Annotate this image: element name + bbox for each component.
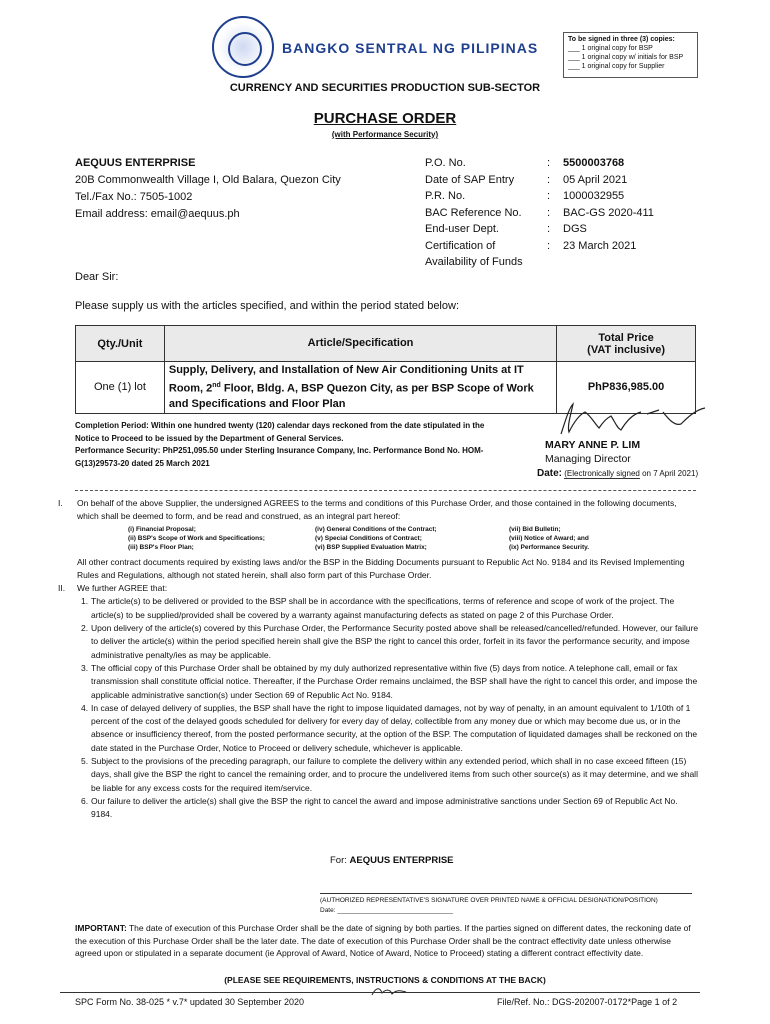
term-text: We further AGREE that:	[77, 583, 168, 594]
meta-colon: :	[547, 239, 551, 252]
supplier-tel: Tel./Fax No.: 7505-1002	[75, 191, 193, 203]
header-total-label: Total Price	[598, 331, 654, 344]
completion-block	[75, 420, 485, 470]
copies-item: ___ 1 original copy for BSP	[568, 45, 653, 52]
item-text: In case of delayed delivery of supplies, the BSP shall have the right to impose liquidated damages, not by way of penalty, in an amount equivalent to 1/10th of 1 percent of the cost of the delayed goods scheduled for delivery for every day of delay, collectible from any money due or which may become due us, or in the absence or insufficiency thereof, from the posted performance security, at the option of the BSP. The computation of liquidated damages shall be reckoned on the date stated in the Purchase Order, Notice to Proceed or delivery schedule, whichever is applicable.	[91, 702, 698, 753]
page-title: PURCHASE ORDER	[313, 110, 457, 127]
meta-label: P.O. No.	[425, 157, 466, 169]
see-requirements: (PLEASE SEE REQUIREMENTS, INSTRUCTIONS & CONDITIONS AT THE BACK)	[224, 975, 546, 985]
term-i	[58, 497, 700, 524]
meta-row	[425, 205, 654, 222]
document-item: (vi) BSP Supplied Evaluation Matrix;	[315, 543, 427, 551]
cell-qty: One (1) lot	[76, 362, 165, 414]
item-text: The official copy of this Purchase Order shall be obtained by my duly authorized representative within five (5) days from notice. A telephone call, email or fax transmission shall constitute official notice. Thereafter, if the Purchase Order remains unclaimed, the BSP shall have the right to cancel this order, and impose the applicable administrative sanction(s) under Section 69 of Republic Act No. 9184.	[91, 662, 698, 700]
other-documents: All other contract documents required by existing laws and/or the BSP in the Bidding Documents pursuant to Republic Act No. 9184 and its Revised Implementing Rules and Regulations, although not stated herein, shall also form part of this Purchase Order.	[77, 556, 685, 580]
documents-list	[128, 525, 700, 552]
date-esigned: (Electronically signed	[564, 469, 640, 478]
page-subtitle: (with Performance Security)	[331, 130, 439, 139]
sector-heading: CURRENCY AND SECURITIES PRODUCTION SUB-SECTOR	[229, 82, 541, 94]
term-text: On behalf of the above Supplier, the undersigned AGREES to the terms and conditions of this Purchase Order, and those contained in the following documents, which shall be deemed to form, and be read and construed, as an integral part hereof:	[77, 498, 677, 522]
brand-name: BANGKO SENTRAL NG PILIPINAS	[282, 40, 539, 56]
for-label: For:	[330, 855, 347, 866]
performance-security	[75, 445, 485, 470]
supplier-address: 20B Commonwealth Village I, Old Balara, Quezon City	[75, 174, 341, 186]
meta-row	[425, 238, 654, 255]
list-item	[81, 595, 700, 622]
item-text: Upon delivery of the article(s) covered by this Purchase Order, the Performance Security posted above shall be released/cancelled/refunded. However, our failure to deliver the article(s) within the period specified herein shall give the BSP the right to cancel this order, forfeit in its favor the performance security, and impose administrative penalty/ies as may be applicable.	[91, 623, 699, 660]
article-text-b: Floor, Bldg. A, BSP Quezon City, as per BSP Scope of Work and Specifications and Floor Plan	[168, 382, 534, 410]
completion-label: Completion Period:	[75, 421, 149, 430]
document-item: (ii) BSP's Scope of Work and Specifications;	[128, 534, 265, 542]
authorized-signature-line	[320, 893, 692, 916]
item-number: 2.	[81, 623, 89, 634]
signer-block	[545, 438, 640, 466]
item-text: The article(s) to be delivered or provided to the BSP shall be in accordance with the specifications, terms of reference and scope of work of the project. The article(s) to be supplied/provided shall be covered by a warranty against manufacturing defects as stated on page 2 of this Purchase Order.	[91, 596, 675, 620]
document-item: (viii) Notice of Award; and	[509, 534, 589, 542]
table-header-row	[76, 326, 696, 362]
term-ii	[58, 582, 700, 595]
copies-item: ___ 1 original copy w/ initials for BSP	[568, 54, 684, 61]
signer-name: MARY ANNE P. LIM	[545, 439, 641, 451]
list-item	[81, 662, 700, 702]
signature-date	[537, 468, 698, 479]
document-item: (vii) Bid Bulletin;	[509, 525, 561, 533]
meta-value: BAC-GS 2020-411	[563, 206, 654, 219]
meta-row	[425, 254, 654, 271]
item-number: 4.	[81, 702, 89, 713]
important-text: The date of execution of this Purchase Order shall be the date of signing by both parties. If the parties signed on different dates, the reckoning date of the execution of this Purchase Order shall be the later date. The date of execution of this Purchase Order shall be the contract effectivity date unless otherwise agreed upon or stipulated in a separate document (ie Approval of Award, Notice of Award, Notice to Proceed) stating a different contract effectivity date.	[75, 923, 691, 958]
date-label: Date:	[537, 468, 563, 479]
salutation: Dear Sir:	[75, 271, 119, 283]
meta-value: 1000032955	[563, 190, 625, 202]
form-number: SPC Form No. 38-025 * v.7* updated 30 September 2020	[75, 997, 304, 1007]
document-item: (ix) Performance Security.	[509, 543, 590, 551]
meta-row	[425, 221, 654, 238]
meta-colon: :	[547, 206, 551, 219]
supplier-email: Email address: email@aequus.ph	[75, 208, 240, 220]
meta-label: End-user Dept.	[425, 223, 499, 235]
meta-row	[425, 172, 654, 189]
terms-block	[58, 497, 700, 822]
document-item: (v) Special Conditions of Contract;	[315, 534, 422, 542]
bsp-seal-logo	[212, 16, 274, 78]
meta-colon: :	[547, 190, 551, 202]
completion-text: Within one hundred twenty (120) calendar days reckoned from the date stipulated in the Notice to Proceed to be issued by the Department of General Services.	[75, 421, 485, 443]
item-number: 1.	[81, 596, 89, 607]
meta-row	[425, 188, 654, 205]
meta-label: Date of SAP Entry	[425, 173, 515, 186]
copies-item: ___ 1 original copy for Supplier	[568, 63, 665, 70]
intro-text: Please supply us with the articles specified, and within the period stated below:	[75, 300, 459, 312]
header-qty: Qty./Unit	[76, 326, 165, 362]
po-meta	[425, 155, 654, 271]
document-item: (iii) BSP's Floor Plan;	[128, 543, 194, 551]
agreement-list	[81, 595, 700, 821]
meta-label: Certification of	[425, 239, 496, 252]
meta-value: 23 March 2021	[563, 239, 637, 252]
meta-row	[425, 155, 654, 172]
copies-title: To be signed in three (3) copies:	[568, 36, 675, 43]
header-total-note: (VAT inclusive)	[587, 343, 665, 356]
cell-article	[164, 362, 556, 414]
list-item	[81, 622, 700, 662]
article-sup: nd	[212, 382, 221, 389]
security-text: PhP251,095.50 under Sterling Insurance Company, Inc. Performance Bond No. HOM-G(13)29573-20 dated 25 March 2021	[75, 446, 484, 468]
term-number: II.	[58, 583, 66, 594]
copies-box	[563, 32, 698, 78]
item-number: 6.	[81, 795, 89, 806]
divider	[75, 490, 696, 491]
term-number: I.	[58, 498, 63, 508]
header-article: Article/Specification	[164, 326, 556, 362]
auth-date: Date: ________________________________	[320, 907, 454, 914]
for-supplier	[330, 855, 454, 866]
meta-value: 05 April 2021	[563, 173, 628, 186]
completion-period	[75, 420, 485, 445]
cell-total: PhP836,985.00	[557, 362, 696, 414]
item-number: 5.	[81, 756, 89, 767]
file-reference: File/Ref. No.: DGS-202007-0172*Page 1 of 2	[497, 997, 678, 1007]
header-total	[557, 326, 696, 362]
important-note	[75, 922, 696, 960]
meta-colon: :	[547, 173, 551, 186]
important-label: IMPORTANT:	[75, 923, 127, 933]
signature-image	[555, 400, 725, 440]
list-item	[81, 702, 700, 755]
meta-label: Availability of Funds	[425, 256, 523, 268]
item-number: 3.	[81, 662, 89, 673]
meta-value: DGS	[563, 223, 587, 235]
for-supplier-name: AEQUUS ENTERPRISE	[349, 855, 454, 866]
auth-caption: (AUTHORIZED REPRESENTATIVE'S SIGNATURE OVER PRINTED NAME & OFFICIAL DESIGNATION/POSITION)	[320, 897, 658, 904]
item-text: Our failure to deliver the article(s) shall give the BSP the right to cancel the award and impose administrative sanctions under Section 69 of Republic Act No. 9184.	[91, 795, 678, 820]
supplier-block	[75, 155, 341, 223]
security-label: Performance Security:	[75, 446, 161, 455]
list-item	[81, 795, 700, 822]
item-text: Subject to the provisions of the preceding paragraph, our failure to complete the delivery within any extended period, which shall in no case exceed fifteen (15) days, shall give the BSP the right to cancel the remaining order, and to procure the undelivered items from such other source(s) as it may determine, and we shall be liable for any excess costs for the required item/service.	[91, 756, 698, 793]
meta-colon: :	[547, 157, 551, 169]
supplier-name: AEQUUS ENTERPRISE	[75, 157, 196, 169]
document-item: (iv) General Conditions of the Contract;	[315, 525, 437, 533]
list-item	[81, 755, 700, 795]
meta-value: 5500003768	[563, 157, 625, 169]
document-item: (i) Financial Proposal;	[128, 525, 196, 533]
meta-colon: :	[547, 223, 551, 235]
footer-divider	[60, 992, 700, 993]
meta-label: BAC Reference No.	[425, 206, 522, 219]
article-text-a: Supply, Delivery, and Installation of New Air Conditioning Units at IT Room, 2	[168, 364, 524, 395]
signer-title: Managing Director	[545, 453, 631, 465]
date-suffix: on 7 April 2021)	[639, 469, 699, 478]
meta-label: P.R. No.	[425, 190, 466, 202]
